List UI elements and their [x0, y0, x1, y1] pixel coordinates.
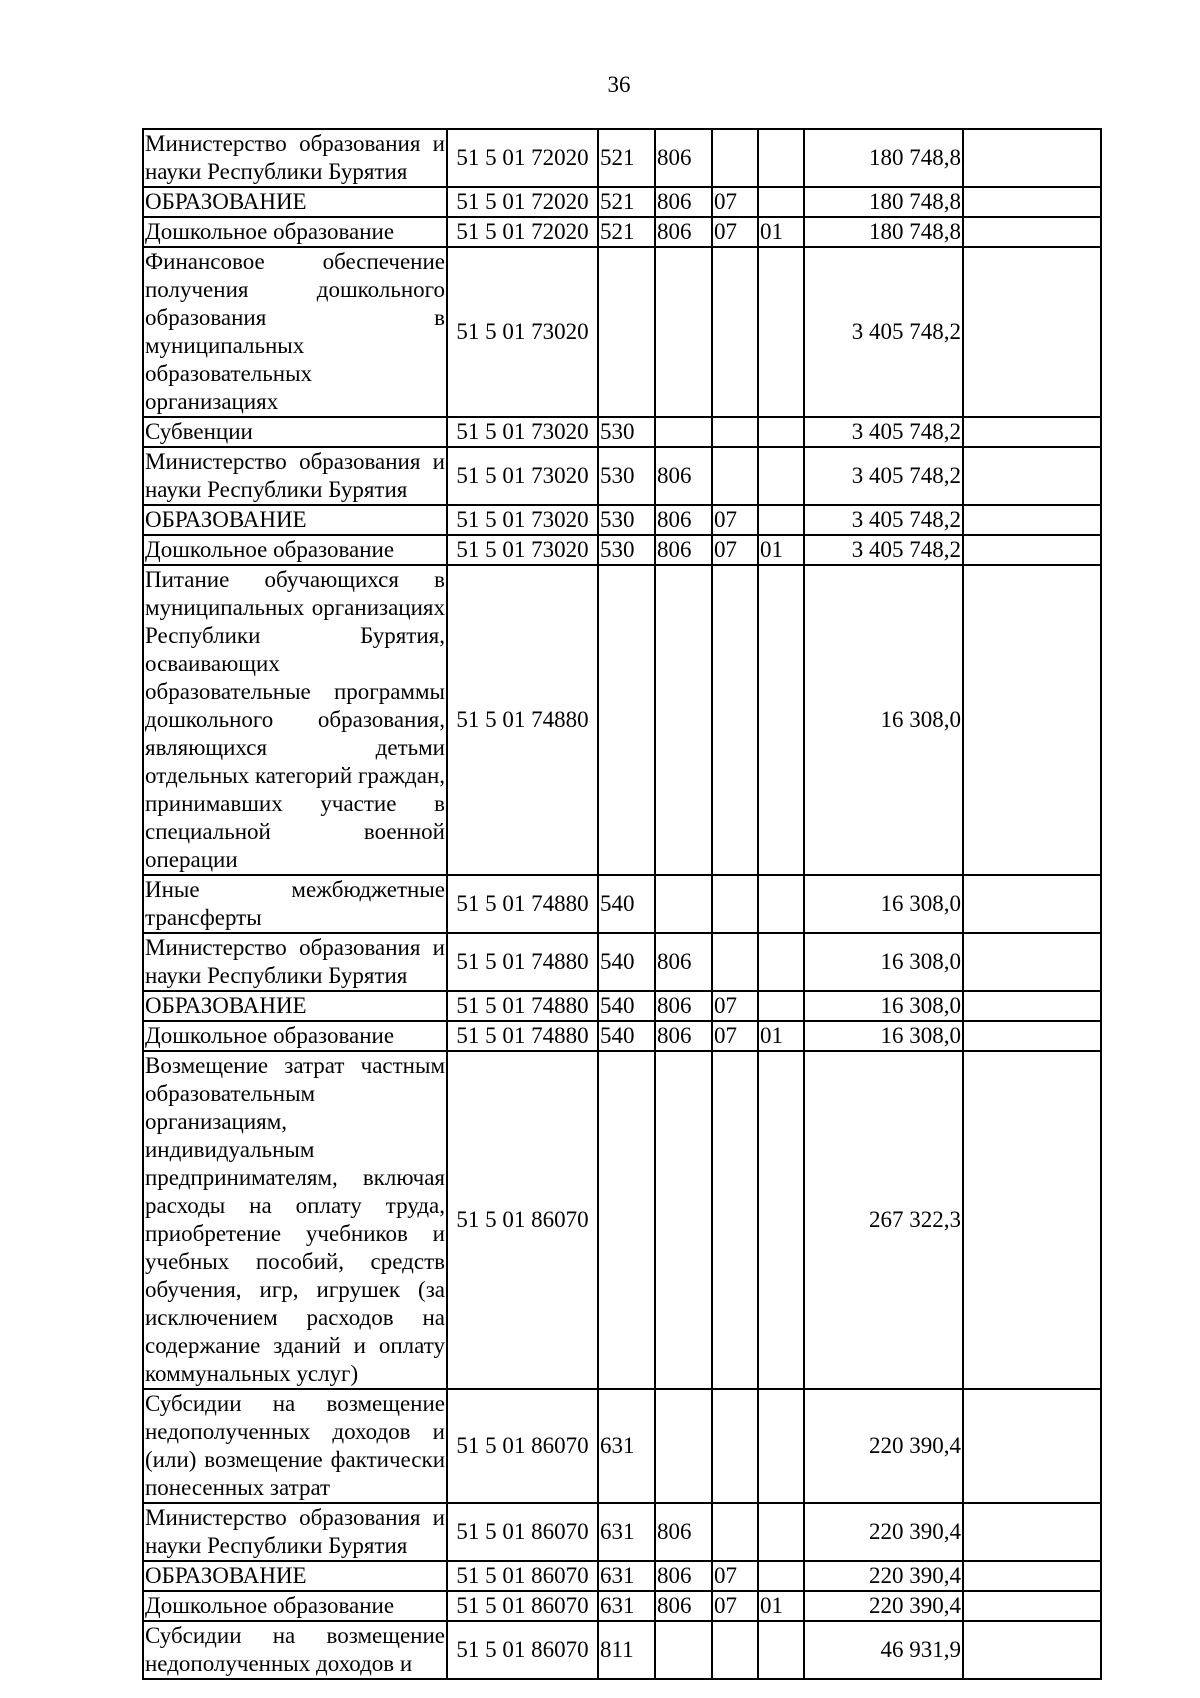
- table-row: [143, 1021, 1101, 1051]
- table-row: [143, 991, 1101, 1021]
- expense-type: 631: [598, 1389, 655, 1503]
- expense-type: 521: [598, 129, 655, 187]
- expense-name: Министерство образования и науки Республики Бурятия: [143, 1503, 447, 1561]
- amount: 180 748,8: [804, 217, 963, 247]
- blank-cell: [963, 875, 1101, 933]
- target-code: 51 5 01 74880: [447, 1021, 598, 1051]
- expense-type: 540: [598, 875, 655, 933]
- admin-code: 806: [655, 1503, 712, 1561]
- admin-code: 806: [655, 535, 712, 565]
- expense-name: Субсидии на возмещение недополученных доходов и (или) возмещение фактически понесенных затрат: [143, 1389, 447, 1503]
- target-code: 51 5 01 73020: [447, 505, 598, 535]
- expense-name: Питание обучающихся в муниципальных организациях Республики Бурятия, осваивающих образовательные программы дошкольного образования, являющихся детьми отдельных категорий граждан, принимавших участие в специальной военной операции: [143, 565, 447, 875]
- amount: 220 390,4: [804, 1503, 963, 1561]
- expense-name: Иные межбюджетные трансферты: [143, 875, 447, 933]
- table-row: [143, 1389, 1101, 1503]
- section-code: [712, 1621, 758, 1679]
- target-code: 51 5 01 73020: [447, 535, 598, 565]
- target-code: 51 5 01 86070: [447, 1389, 598, 1503]
- blank-cell: [963, 1561, 1101, 1591]
- blank-cell: [963, 417, 1101, 447]
- blank-cell: [963, 1503, 1101, 1561]
- subsection-code: [758, 933, 804, 991]
- subsection-code: [758, 1051, 804, 1389]
- section-code: 07: [712, 1561, 758, 1591]
- expense-name: ОБРАЗОВАНИЕ: [143, 991, 447, 1021]
- section-code: [712, 1389, 758, 1503]
- section-code: [712, 565, 758, 875]
- amount: 3 405 748,2: [804, 505, 963, 535]
- table-row: [143, 417, 1101, 447]
- admin-code: 806: [655, 505, 712, 535]
- section-code: 07: [712, 1591, 758, 1621]
- admin-code: 806: [655, 991, 712, 1021]
- amount: 3 405 748,2: [804, 417, 963, 447]
- section-code: [712, 1503, 758, 1561]
- amount: 3 405 748,2: [804, 247, 963, 417]
- expense-name: Финансовое обеспечение получения дошкольного образования в муниципальных образовательных организациях: [143, 247, 447, 417]
- amount: 16 308,0: [804, 991, 963, 1021]
- target-code: 51 5 01 86070: [447, 1591, 598, 1621]
- expense-type: [598, 247, 655, 417]
- subsection-code: [758, 447, 804, 505]
- subsection-code: [758, 1389, 804, 1503]
- admin-code: [655, 875, 712, 933]
- blank-cell: [963, 505, 1101, 535]
- subsection-code: [758, 129, 804, 187]
- blank-cell: [963, 1051, 1101, 1389]
- expense-type: 521: [598, 187, 655, 217]
- amount: 3 405 748,2: [804, 535, 963, 565]
- expense-type: 631: [598, 1591, 655, 1621]
- admin-code: [655, 247, 712, 417]
- amount: 46 931,9: [804, 1621, 963, 1679]
- admin-code: [655, 1621, 712, 1679]
- expense-type: 530: [598, 417, 655, 447]
- expense-type: 540: [598, 1021, 655, 1051]
- expense-name: ОБРАЗОВАНИЕ: [143, 1561, 447, 1591]
- amount: 3 405 748,2: [804, 447, 963, 505]
- expense-name: Субсидии на возмещение недополученных доходов и: [143, 1621, 447, 1679]
- expense-name: Дошкольное образование: [143, 217, 447, 247]
- expense-name: ОБРАЗОВАНИЕ: [143, 505, 447, 535]
- amount: 220 390,4: [804, 1591, 963, 1621]
- target-code: 51 5 01 74880: [447, 565, 598, 875]
- section-code: 07: [712, 505, 758, 535]
- subsection-code: [758, 187, 804, 217]
- section-code: 07: [712, 187, 758, 217]
- expense-type: 631: [598, 1561, 655, 1591]
- expense-type: 540: [598, 933, 655, 991]
- target-code: 51 5 01 72020: [447, 217, 598, 247]
- table-row: [143, 875, 1101, 933]
- table-row: [143, 535, 1101, 565]
- admin-code: [655, 1051, 712, 1389]
- subsection-code: [758, 565, 804, 875]
- amount: 180 748,8: [804, 187, 963, 217]
- target-code: 51 5 01 72020: [447, 129, 598, 187]
- target-code: 51 5 01 72020: [447, 187, 598, 217]
- subsection-code: 01: [758, 1591, 804, 1621]
- expense-name: Министерство образования и науки Республики Бурятия: [143, 129, 447, 187]
- target-code: 51 5 01 73020: [447, 417, 598, 447]
- blank-cell: [963, 1621, 1101, 1679]
- target-code: 51 5 01 74880: [447, 991, 598, 1021]
- amount: 16 308,0: [804, 565, 963, 875]
- section-code: 07: [712, 1021, 758, 1051]
- expense-type: 540: [598, 991, 655, 1021]
- target-code: 51 5 01 73020: [447, 447, 598, 505]
- blank-cell: [963, 187, 1101, 217]
- target-code: 51 5 01 86070: [447, 1051, 598, 1389]
- table-row: [143, 933, 1101, 991]
- section-code: [712, 875, 758, 933]
- table-row: [143, 505, 1101, 535]
- subsection-code: [758, 1503, 804, 1561]
- section-code: [712, 1051, 758, 1389]
- expense-type: 631: [598, 1503, 655, 1561]
- expense-name: Субвенции: [143, 417, 447, 447]
- subsection-code: 01: [758, 535, 804, 565]
- table-row: [143, 1051, 1101, 1389]
- expense-name: Министерство образования и науки Республики Бурятия: [143, 447, 447, 505]
- blank-cell: [963, 129, 1101, 187]
- blank-cell: [963, 933, 1101, 991]
- admin-code: 806: [655, 217, 712, 247]
- admin-code: [655, 1389, 712, 1503]
- blank-cell: [963, 447, 1101, 505]
- admin-code: [655, 565, 712, 875]
- amount: 220 390,4: [804, 1389, 963, 1503]
- table-row: [143, 247, 1101, 417]
- table-row: [143, 217, 1101, 247]
- page-number: 36: [607, 72, 631, 97]
- blank-cell: [963, 217, 1101, 247]
- subsection-code: [758, 505, 804, 535]
- amount: 220 390,4: [804, 1561, 963, 1591]
- expense-name: ОБРАЗОВАНИЕ: [143, 187, 447, 217]
- amount: 16 308,0: [804, 933, 963, 991]
- expense-name: Дошкольное образование: [143, 1591, 447, 1621]
- admin-code: 806: [655, 187, 712, 217]
- table-row: [143, 565, 1101, 875]
- table-row: [143, 1503, 1101, 1561]
- expense-name: Министерство образования и науки Республики Бурятия: [143, 933, 447, 991]
- target-code: 51 5 01 86070: [447, 1621, 598, 1679]
- subsection-code: 01: [758, 1021, 804, 1051]
- section-code: [712, 447, 758, 505]
- subsection-code: [758, 1621, 804, 1679]
- table-row: [143, 1591, 1101, 1621]
- expense-type: [598, 1051, 655, 1389]
- section-code: [712, 247, 758, 417]
- section-code: 07: [712, 535, 758, 565]
- amount: 16 308,0: [804, 1021, 963, 1051]
- target-code: 51 5 01 74880: [447, 933, 598, 991]
- expense-type: 530: [598, 535, 655, 565]
- admin-code: 806: [655, 1591, 712, 1621]
- target-code: 51 5 01 86070: [447, 1503, 598, 1561]
- subsection-code: 01: [758, 217, 804, 247]
- expense-name: Возмещение затрат частным образовательным организациям, индивидуальным предпринимателям, включая расходы на оплату труда, приобретение учебников и учебных пособий, средств обучения, игр, игрушек (за исключением расходов на содержание зданий и оплату коммунальных услуг): [143, 1051, 447, 1389]
- admin-code: 806: [655, 1021, 712, 1051]
- expense-type: [598, 565, 655, 875]
- admin-code: 806: [655, 447, 712, 505]
- section-code: 07: [712, 217, 758, 247]
- expense-type: 530: [598, 505, 655, 535]
- blank-cell: [963, 247, 1101, 417]
- admin-code: 806: [655, 1561, 712, 1591]
- amount: 267 322,3: [804, 1051, 963, 1389]
- expense-type: 530: [598, 447, 655, 505]
- table-row: [143, 129, 1101, 187]
- target-code: 51 5 01 86070: [447, 1561, 598, 1591]
- expense-type: 521: [598, 217, 655, 247]
- subsection-code: [758, 875, 804, 933]
- expense-name: Дошкольное образование: [143, 1021, 447, 1051]
- blank-cell: [963, 991, 1101, 1021]
- target-code: 51 5 01 74880: [447, 875, 598, 933]
- table-row: [143, 447, 1101, 505]
- blank-cell: [963, 1021, 1101, 1051]
- subsection-code: [758, 1561, 804, 1591]
- section-code: 07: [712, 991, 758, 1021]
- budget-table: [142, 128, 1102, 1680]
- subsection-code: [758, 247, 804, 417]
- blank-cell: [963, 1389, 1101, 1503]
- section-code: [712, 129, 758, 187]
- section-code: [712, 417, 758, 447]
- blank-cell: [963, 565, 1101, 875]
- table-row: [143, 1561, 1101, 1591]
- table-row: [143, 1621, 1101, 1679]
- table-body: [143, 129, 1101, 1679]
- expense-name: Дошкольное образование: [143, 535, 447, 565]
- admin-code: 806: [655, 129, 712, 187]
- subsection-code: [758, 417, 804, 447]
- blank-cell: [963, 535, 1101, 565]
- amount: 16 308,0: [804, 875, 963, 933]
- admin-code: [655, 417, 712, 447]
- section-code: [712, 933, 758, 991]
- subsection-code: [758, 991, 804, 1021]
- expense-type: 811: [598, 1621, 655, 1679]
- target-code: 51 5 01 73020: [447, 247, 598, 417]
- amount: 180 748,8: [804, 129, 963, 187]
- blank-cell: [963, 1591, 1101, 1621]
- admin-code: 806: [655, 933, 712, 991]
- table-row: [143, 187, 1101, 217]
